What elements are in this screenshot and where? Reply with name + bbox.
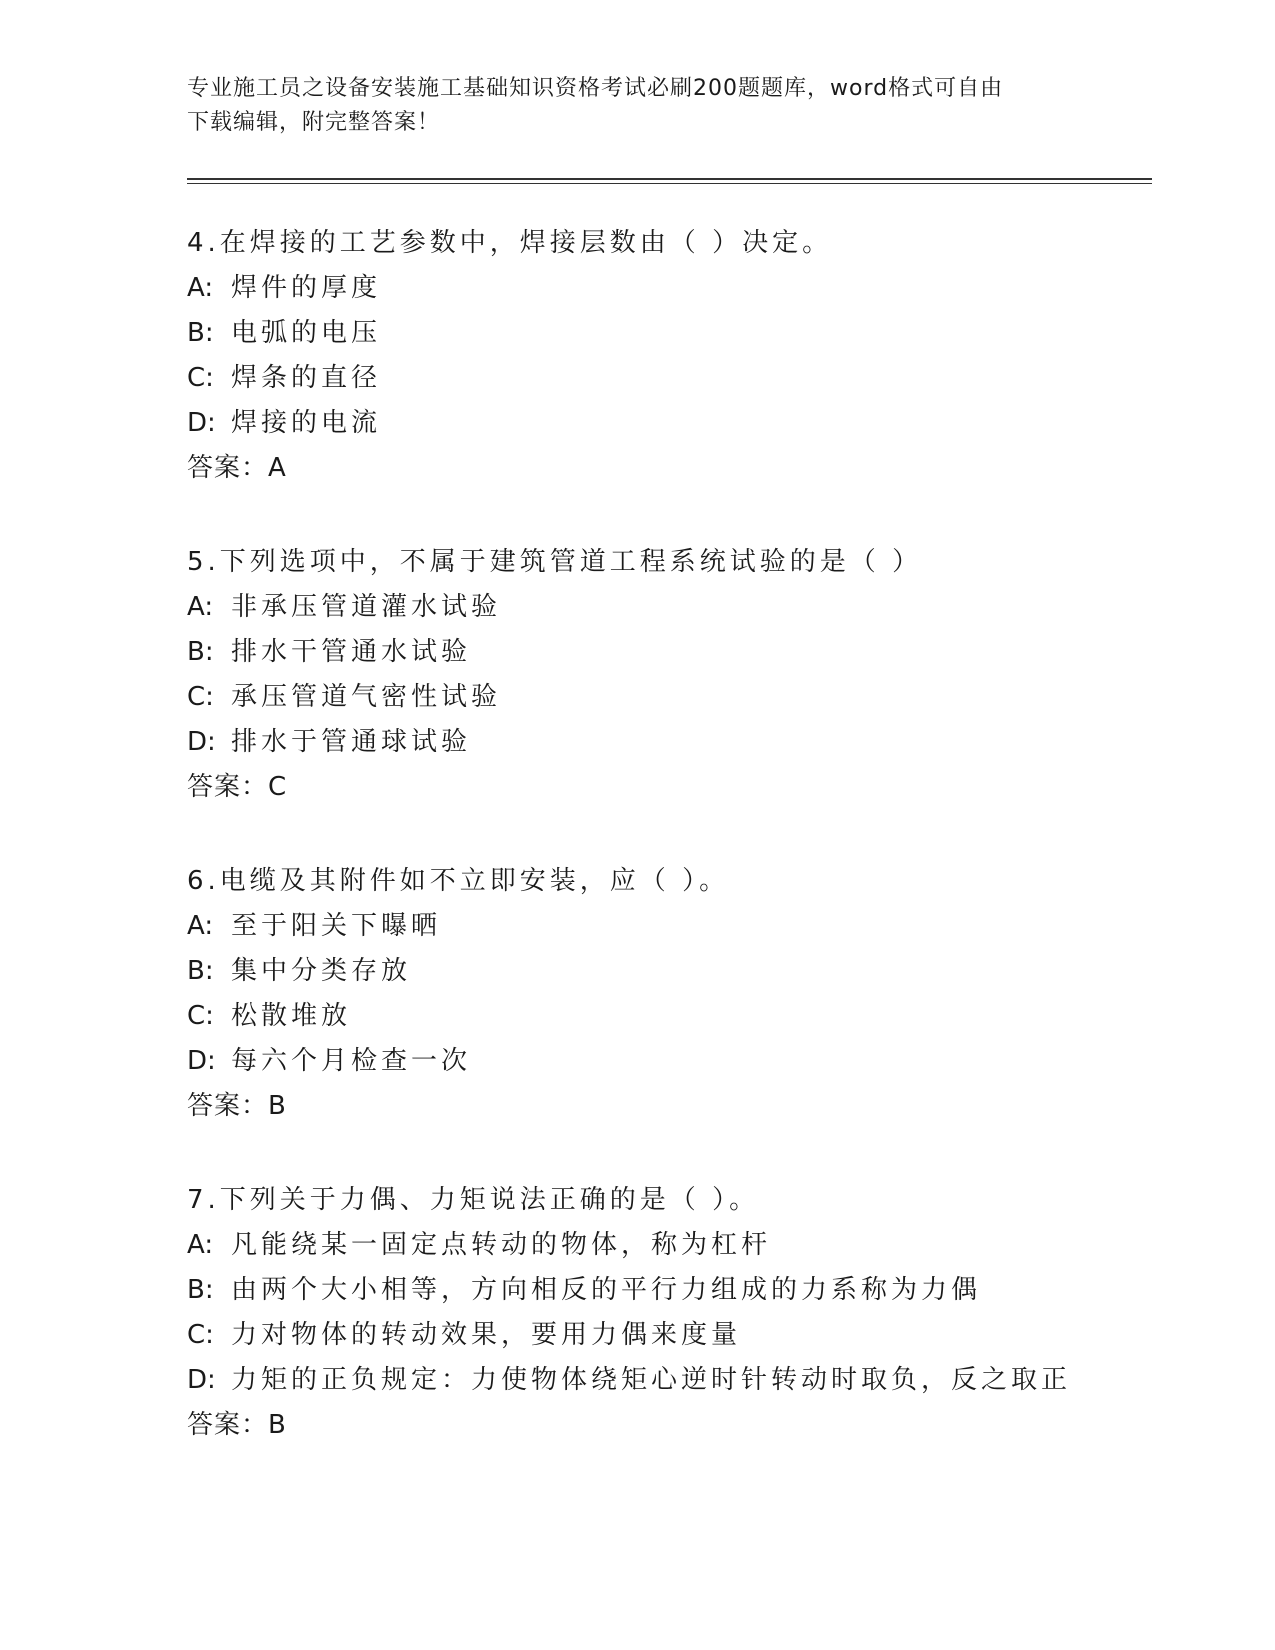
option-prefix: C: [187, 1320, 214, 1350]
option-b [187, 311, 1152, 356]
option-prefix: C: [187, 682, 214, 712]
option-d [187, 401, 1152, 446]
option-c [187, 356, 1152, 401]
option-text: 凡能绕某一固定点转动的物体，称为杠杆 [231, 1230, 772, 1260]
option-b [187, 949, 1152, 994]
header-divider [187, 178, 1152, 184]
question-block [187, 221, 1152, 491]
answer-line: 答案：B [187, 1091, 287, 1121]
option-text: 焊件的厚度 [231, 273, 382, 303]
option-c [187, 994, 1152, 1039]
header-line-2: 下载编辑，附完整答案！ [187, 110, 441, 135]
option-text: 非承压管道灌水试验 [231, 592, 502, 622]
option-text: 集中分类存放 [231, 956, 412, 986]
question-stem: 7.下列关于力偶、力矩说法正确的是（ ）。 [187, 1185, 760, 1215]
option-a [187, 585, 1152, 630]
option-text: 松散堆放 [231, 1001, 352, 1031]
option-prefix: C: [187, 1001, 214, 1031]
option-a [187, 904, 1152, 949]
option-prefix: A: [187, 273, 214, 303]
option-text: 排水于管通球试验 [231, 727, 472, 757]
option-text: 排水干管通水试验 [231, 637, 472, 667]
answer-line: 答案：A [187, 453, 287, 483]
option-prefix: D: [187, 1365, 216, 1395]
option-prefix: A: [187, 911, 214, 941]
question-stem: 6.电缆及其附件如不立即安装，应（ ）。 [187, 866, 730, 896]
option-b [187, 630, 1152, 675]
option-prefix: B: [187, 318, 214, 348]
option-b [187, 1268, 1152, 1313]
option-text: 电弧的电压 [231, 318, 382, 348]
option-d [187, 1039, 1152, 1084]
option-prefix: B: [187, 1275, 214, 1305]
option-prefix: D: [187, 727, 216, 757]
option-text: 至于阳关下曝晒 [231, 911, 442, 941]
question-stem: 4.在焊接的工艺参数中，焊接层数由（ ）决定。 [187, 228, 833, 258]
option-text: 力对物体的转动效果，要用力偶来度量 [231, 1320, 742, 1350]
option-c [187, 1313, 1152, 1358]
option-a [187, 1223, 1152, 1268]
question-block [187, 859, 1152, 1129]
option-text: 每六个月检查一次 [231, 1046, 472, 1076]
option-prefix: A: [187, 592, 214, 622]
option-prefix: C: [187, 363, 214, 393]
option-prefix: B: [187, 637, 214, 667]
question-block [187, 1178, 1152, 1448]
option-text: 焊条的直径 [231, 363, 382, 393]
option-prefix: D: [187, 1046, 216, 1076]
option-prefix: A: [187, 1230, 214, 1260]
option-text: 承压管道气密性试验 [231, 682, 502, 712]
question-block [187, 540, 1152, 810]
option-prefix: D: [187, 408, 216, 438]
answer-line: 答案：B [187, 1410, 287, 1440]
header-line-1: 专业施工员之设备安装施工基础知识资格考试必刷200题题库，word格式可自由 [187, 76, 1004, 101]
answer-line: 答案：C [187, 772, 288, 802]
option-text: 焊接的电流 [231, 408, 382, 438]
option-d [187, 720, 1152, 765]
document-header [187, 72, 1067, 140]
option-prefix: B: [187, 956, 214, 986]
option-text: 力矩的正负规定：力使物体绕矩心逆时针转动时取负，反之取正 [231, 1365, 1072, 1395]
option-c [187, 675, 1152, 720]
question-stem: 5.下列选项中，不属于建筑管道工程系统试验的是（ ） [187, 547, 923, 577]
option-a [187, 266, 1152, 311]
option-text: 由两个大小相等，方向相反的平行力组成的力系称为力偶 [231, 1275, 982, 1305]
option-d [187, 1358, 1152, 1403]
